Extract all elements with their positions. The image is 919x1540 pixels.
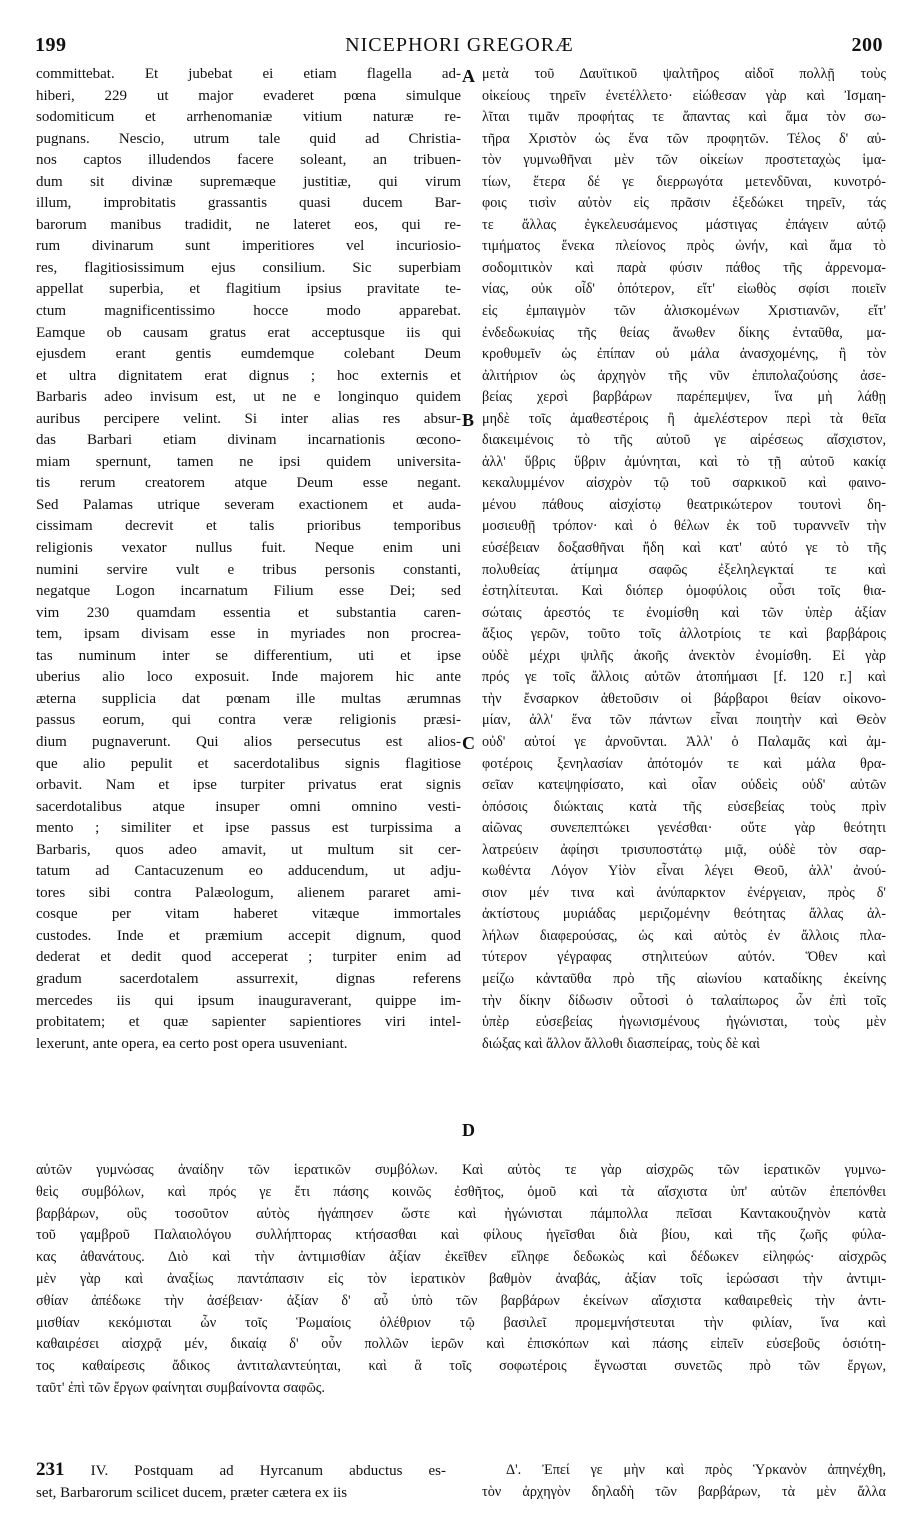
text-line: que alio pepulit et sacerdotalibus signis flagitiose	[36, 755, 461, 772]
text-line: αἰῶνας συνεπεπτώκει γενέσθαι· οὔτε γὰρ θεότητι	[482, 820, 886, 837]
text-line: mercedes iis qui ipsum inauguraverant, quippe im-	[36, 992, 461, 1009]
text-line: ἄξιος γερῶν, τοῦτο τοῖς ἀλλοτρίοις τε καὶ βαρβάροις	[482, 626, 886, 643]
greek-column	[482, 64, 886, 1055]
text-line: vim 230 quamdam essentia et substantia caren-	[36, 604, 461, 621]
bottom-greek-block	[482, 1459, 886, 1503]
text-line: οὐδ' αὐτοί γε ἀρνοῦνται. Ἀλλ' ὁ Παλαμᾶς καὶ ἀμ-	[482, 733, 886, 750]
text-line: sodomiticum et arrhenomaniæ vitium naturæ re-	[36, 109, 461, 126]
text-line: dum sit divinæ supremæque justitiæ, qui virum	[36, 173, 461, 190]
text-line: committebat. Et jubebat ei etiam flagella ad-	[36, 66, 461, 82]
text-line: μηδὲ τοῖς ἀμαθεστέροις ἢ ἀμελέστερον περὶ τὰ θεῖα	[482, 410, 886, 427]
text-line: μοσιευθῇ τρόπον· καὶ ὁ θέλων ἐκ τοῦ τυραννεῖν τὴν	[482, 518, 886, 535]
text-line: οἰκείους τηρεῖν ἐνετέλλετο· εἰώθεσαν γὰρ καὶ Ἰσμαη-	[482, 87, 886, 104]
text-line: appellat superbia, et flagitium ipsius pravitate te-	[36, 281, 461, 298]
text-line: ἐστηλίτευται. Καὶ διόπερ ὁμοφύλοις οὖσι τοῖς θια-	[482, 583, 886, 600]
text-line: sacerdotalibus atque insuper omni omnino vesti-	[36, 798, 461, 815]
text-line: σεῖαν κατεψηφίσατο, καὶ οἷαν οὐδεὶς οὐδ' αὐτῶν	[482, 777, 886, 794]
text-line: μείζω κἀνταῦθα πρὸ τῆς αἰωνίου καταδίκης ἐκείνης	[482, 970, 886, 987]
text-line: ὁπόσοις διώκταις κατὰ τῆς εὐσεβείας τοὺς πρὶν	[482, 798, 886, 815]
text-line	[36, 1459, 446, 1482]
text-line: φοτέροις ξενηλασίαν ἀπότομόν τε καὶ μάλα θρα-	[482, 755, 886, 772]
text-line: dederat et dedit quod acceperat ; turpiter enim ad	[36, 949, 461, 966]
margin-letter-d: D	[462, 1120, 475, 1140]
text-line: cosque per vitam haberet vitæque immortales	[36, 906, 461, 923]
text-line: σοδομιτικὸν καὶ παρὰ φύσιν πάθος τῆς ἀρρενομα-	[482, 259, 886, 276]
text-line: τύτερον γέγραφας στηλιτεύων αὐτόν. Ὅθεν καὶ	[482, 949, 886, 966]
text-line: κας ἀθανάτους. Διὸ καὶ τὴν ἀντιμισθίαν ἀξίαν ἐκεῖθεν εἴληφε δεδωκὼς καὶ δέδωκεν εἰληφώς· αἰσχρῶς	[36, 1249, 886, 1266]
text-line: εὐσέβειαν δοξασθῆναι ἤδη καὶ κατ' αὐτό γε τὸ τῆς	[482, 540, 886, 557]
text-line: θεὶς συμβόλων, καὶ πρός γε ἔτι πάσης κοινῶς ἐσθῆτος, ὁμοῦ καὶ τὰ αἴσχιστα ὑπ' αὐτῶν ἐπεπόνθει	[36, 1183, 886, 1200]
text-line: æterna supplicia dat pœnam ille multas ærumnas	[36, 690, 461, 707]
margin-letter-a: A	[462, 66, 475, 86]
text-line: tem, ipsam divisam esse in myriades non procrea-	[36, 626, 461, 643]
margin-letter-b: B	[462, 410, 475, 430]
text-line: μετὰ τοῦ Δαυϊτικοῦ ψαλτῆρος αἰδοῖ πολλῇ τοὺς	[482, 66, 886, 82]
text-line: barorum manibus tradidit, ne lateret eos, qui re-	[36, 216, 461, 233]
page-number-right: 200	[851, 34, 883, 56]
text-line: βαρβάρων, οὓς τοσοῦτον αὐτὸς ἠγάπησεν ὥστε καὶ ἠγώνισται πάμπολλα πεῖσαι Καντακουζηνὸν κατὰ	[36, 1205, 886, 1222]
text-line: αὐτῶν γυμνώσας ἀναίδην τῶν ἱερατικῶν συμβόλων. Καὶ αὐτὸς τε γὰρ αἰσχρῶς τῶν ἱερατικῶν γυμνω-	[36, 1162, 886, 1178]
text-line: διώξας καὶ ἄλλον ἄλλοθι διασπείρας, τοὺς δὲ καὶ	[482, 1035, 760, 1052]
line-text: IV. Postquam ad Hyrcanum abductus es-	[90, 1463, 446, 1479]
text-line: Eamque ob causam gratus erat acceptusque iis qui	[36, 324, 461, 341]
text-line: τῆρα Χριστὸν ὡς ἕνα τῶν προφητῶν. Τέλος δ' αὐ-	[482, 130, 886, 147]
text-line: miam spernunt, tamen ne ipsi quidem universita-	[36, 453, 461, 470]
text-line: τε ἄλλας ἐγκελευσάμενος μάστιγας ἐπάγειν αὐτῷ	[482, 216, 886, 233]
text-line: τὴν δίκην δίδωσιν οὗτοσὶ ὁ ταλαίπωρος ὧν ἐπὶ τοῖς	[482, 992, 886, 1009]
text-line: μὲν γὰρ καὶ ἀναξίως παντάπασιν εἰς τὸν ἱερατικὸν βαθμὸν ἀναβάς, ἀξίαν τοῖς ἱερώσασι τὴν ἀντιμι-	[36, 1270, 886, 1287]
text-line: τιμήματος ἕνεκα πλείονος πρὸς ὠνήν, καὶ ἅμα τὸ	[482, 238, 886, 255]
text-line: numini servire vult e tribus personis constanti,	[36, 561, 461, 578]
text-line: Δ'. Ἐπεί γε μὴν καὶ πρὸς Ὑρκανὸν ἀπηνέχθη,	[506, 1462, 886, 1478]
text-line: negatque Logon incarnatum Filium esse Dei; sed	[36, 583, 461, 600]
text-line: εἰς ἐμπαιγμὸν τῶν ἁλισκομένων Χριστιανῶν, εἴτ'	[482, 303, 886, 320]
text-line: custodes. Inde et præmium accepit dignum, quod	[36, 927, 461, 944]
text-line: probitatem; et quæ sapienter sapientiores viri intel-	[36, 1014, 461, 1031]
text-line: μίαν, ἀλλ' ἕνα τῶν πάντων εἶναι ποιητὴν καὶ Θεὸν	[482, 712, 886, 729]
latin-column	[36, 64, 461, 1055]
text-line: τος καθαίρεσις ἄδικος ἀντιταλαντεύηται, καὶ ἃ τοῖς σοφωτέροις ἔγνωσται συνετῶς πρὸ τῶν ἔργων,	[36, 1358, 886, 1375]
text-line: πολυθείας ἀτίμημα σαφῶς ἐξεληλεγκταί τε καὶ	[482, 561, 886, 578]
text-line: et ultra dignitatem erat dignus ; hoc externis et	[36, 367, 461, 384]
text-line: ejusdem erant gentis eumdemque colebant Deum	[36, 346, 461, 363]
text-line: σιον μέν τινα καὶ ἀνύπαρκτον ἐνέργειαν, πρὸς δ'	[482, 884, 886, 901]
text-line: καθαιρέσει αἰσχρᾷ μέν, δικαίᾳ δ' οὖν πολλῶν ἱερῶν καὶ ἐπισκόπων καὶ πάσης εἰπεῖν εὐσεβοῦς ὁσιότη-	[36, 1336, 886, 1353]
text-line: auribus percipere velint. Si inter alias res absur-	[36, 410, 461, 427]
text-line: σθίαν ἀπέδωκε τὴν ἀσέβειαν· ἀξίαν δ' αὖ ὑπὸ τῶν βαρβάρων ἐκείνων αἴσχιστα καθαιρεθεὶς τὴν ἀντι-	[36, 1292, 886, 1309]
text-line: lexerunt, ante opera, ea certo post opera usuveniant.	[36, 1035, 348, 1052]
text-line: οὐδὲ μέχρι ψιλῆς ἀκοῆς ἀνεκτὸν ἐνομίσθη. Εἰ γὰρ	[482, 647, 886, 664]
text-line: ἀλιτήριον ὡς ἀρχηγὸν τῆς νῦν ἐπιπολαζούσης ἀσε-	[482, 367, 886, 384]
text-line: κωθέντα Λόγον Υἱὸν εἶναι λέγει Θεοῦ, ἀλλ' ἀνού-	[482, 863, 886, 880]
text-line: λήλων διαφερούσας, ὡς καὶ αὐτὸς ἐν ἄλλοις πλα-	[482, 927, 886, 944]
text-line: κεκαλυμμένον αἰσχρὸν τῷ τοῦ σαρκικοῦ καὶ φαινο-	[482, 475, 886, 492]
margin-letter-c: C	[462, 733, 475, 753]
full-width-greek-text	[36, 1160, 886, 1400]
text-line: das Barbari etiam divinam incarnationis œcono-	[36, 432, 461, 449]
section-marker: 231	[36, 1459, 65, 1480]
text-line: πρός γε τοῖς ἄλλοις αὐτῶν ἀτοπήμασι [f. 120 r.] καὶ	[482, 669, 886, 686]
text-line: illum, improbitatis grassantis quasi ducem Bar-	[36, 195, 461, 212]
text-line: μισθίαν κεκόμισται ὧν τοῖς Ῥωμαίοις ὀλέθριον τῷ βασιλεῖ προμεμνήστευται τὴν φιλίαν, ἵνα καὶ	[36, 1314, 886, 1331]
text-line: pugnans. Nescio, utrum tale quid ad Christia-	[36, 130, 461, 147]
text-line: τὴν ἔνσαρκον ἀθετοῦσιν οἱ βάρβαροι θείαν οἰκονο-	[482, 690, 886, 707]
text-line: uberius alio loco exposuit. Inde majorem hic ante	[36, 669, 461, 686]
page-number-left: 199	[35, 34, 67, 56]
text-line: ἐνδεδωκυίας τῆς θείας ἄνωθεν δίκης ἐνταῦθα, μα-	[482, 324, 886, 341]
text-line: τοῦ γαμβροῦ Παλαιολόγου συλλήπτορας κτήσασθαι καὶ φίλους ἡγεῖσθαι διὰ βίου, καὶ τῆς ζωῆς φύλα-	[36, 1227, 886, 1244]
text-line: Sed Palamas utrique severam exactionem et auda-	[36, 496, 461, 513]
text-line: religionis vexator nullus fuit. Neque enim uni	[36, 540, 461, 557]
text-line: res, flagitiosissimum ejus consilium. Sic superbiam	[36, 259, 461, 276]
text-line: mento ; similiter et ipse passus est turpissima a	[36, 820, 461, 837]
text-line: ἀκτίστους μυριάδας μεριζομένην θεότητας ἄλλας ἀλ-	[482, 906, 886, 923]
text-line: tas numinum inter se differentium, uti et ipse	[36, 647, 461, 664]
text-line: νίας, οὐκ οἶδ' ὁπότερον, εἴτ' εἰωθὸς σφίσι ποιεῖν	[482, 281, 886, 298]
text-line: λατρεύειν ἀφίησι τρισυποστάτῳ μιᾷ, οὐδὲ τὸν σαρ-	[482, 841, 886, 858]
text-line: διακειμένοις τὸ τῆς αὐτοῦ γε αἱρέσεως αἴσχιστον,	[482, 432, 886, 449]
text-line: τὸν ἀρχηγὸν δηλαδὴ τῶν βαρβάρων, τὰ μὲν ἄλλα	[482, 1484, 886, 1500]
text-line: gradum sacerdotalem assurrexit, dignas referens	[36, 970, 461, 987]
text-line: set, Barbarorum scilicet ducem, præter cætera ex iis	[36, 1485, 348, 1501]
text-line: passus eorum, qui contra veræ religionis præsi-	[36, 712, 461, 729]
text-line: dium pugnaverunt. Qui alios persecutus est alios-	[36, 733, 461, 750]
text-line: cissimam decrevit et talis prioribus temporibus	[36, 518, 461, 535]
text-line: tores sibi contra Palæologum, alienem pararet ami-	[36, 884, 461, 901]
text-line: μένου πάθους αἰσχίστῳ θεατρικώτερον τουτονὶ δη-	[482, 496, 886, 513]
text-line: Barbaris, quos adeo amavit, ut multum sit cer-	[36, 841, 461, 858]
text-line: orbavit. Nam et ipse turpiter privatus erat signis	[36, 777, 461, 794]
text-line: ὑπὲρ εὐσεβείας ἠγωνισμένους ἠγώνισται, τοὺς μὲν	[482, 1014, 886, 1031]
text-line: τίων, ἕτερα δέ γε διερρωγότα μετενδῦναι, κυνοτρό-	[482, 173, 886, 190]
text-line: ctum magnificentissimo hocce modo apparebat.	[36, 303, 461, 320]
text-line: ταῦτ' ἐπὶ τῶν ἔργων φαίνηται συμβαίνοντα σαφῶς.	[36, 1379, 325, 1396]
text-line: tis rerum creatorem atque Deum esse negant.	[36, 475, 461, 492]
text-line: ἀλλ' ὕβρις ὕβριν ἀμύνηται, καὶ τὸ τῇ αὐτοῦ κακίᾳ	[482, 453, 886, 470]
text-line: φοις τισὶν αὐτὸν εἰς πρᾶσιν ἐξεδώκει τηρεῖν, τάς	[482, 195, 886, 212]
page-header	[0, 0, 919, 60]
text-line: κροθυμεῖν ὡς ἐπίπαν οὐ μάλα ἀνασχομένης, ἢ τὸν	[482, 346, 886, 363]
text-line: βείας χερσὶ βαρβάρων παρέπεμψεν, ἵνα μὴ λάθῃ	[482, 389, 886, 406]
text-line: Barbaris adeo invisum est, ut ne e longinquo quidem	[36, 389, 461, 406]
text-line: τὸν γυμνωθῆναι μὲν τῶν οἰκείων προστεταχὼς ἱμα-	[482, 152, 886, 169]
text-line: tatum ad Cantacuzenum eo adducendum, ut adju-	[36, 863, 461, 880]
text-line: rum divinarum sunt imperitiores vel incuriosio-	[36, 238, 461, 255]
bottom-latin-block	[36, 1459, 446, 1504]
text-line: λῖται τιμᾶν προφήτας τε ἅπαντας καὶ ἅμα τὸν σω-	[482, 109, 886, 126]
text-line: hiberi, 229 ut major evaderet pœna simulque	[36, 87, 461, 104]
running-title: NICEPHORI GREGORÆ	[345, 34, 574, 56]
text-line: σώταις ἀρεστός τε ἐνομίσθη καὶ τῶν ὑπὲρ ἀξίαν	[482, 604, 886, 621]
text-line: nos captos illudendos facere soleant, an tribuen-	[36, 152, 461, 169]
